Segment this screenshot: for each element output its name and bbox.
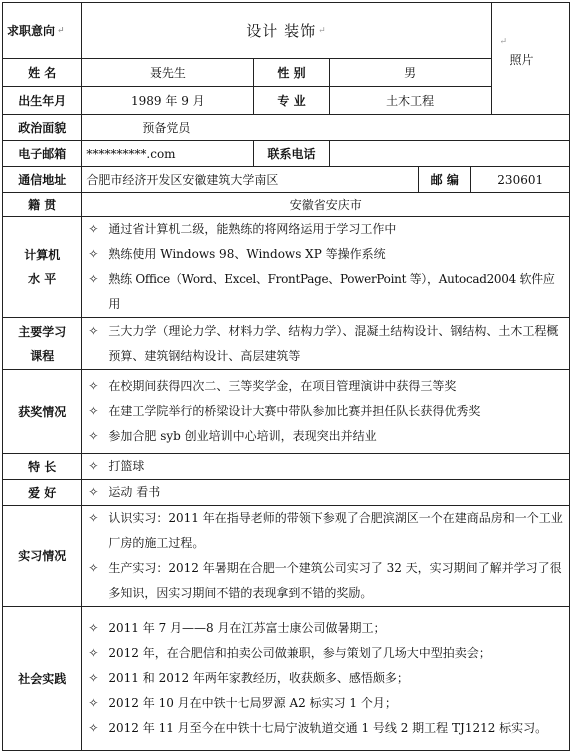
list-item: ✧ 2012 年，在合肥信和拍卖公司做兼职，参与策划了几场大中型拍卖会； (86, 641, 565, 666)
awards-label: 获奖情况 (3, 370, 82, 454)
origin-value: 安徽省安庆市 (82, 193, 570, 217)
list-item: ✧ 生产实习：2012 年暑期在合肥一个建筑公司实习了 32 天，实习期间了解并学习了很多知识，因实习期间不错的表现拿到不错的奖励。 (86, 556, 565, 606)
list-item: ✧ 运动 看书 (86, 480, 565, 505)
phone-value (329, 141, 569, 167)
address-label: 通信地址 (3, 167, 82, 193)
photo-placeholder: ↵ 照片 (491, 3, 569, 115)
specialty-list (82, 454, 570, 480)
zip-value: 230601 (471, 167, 570, 193)
specialty-label: 特 长 (3, 454, 82, 480)
computer-label: 计算机 水 平 (3, 217, 82, 318)
diamond-bullet-icon: ✧ (88, 621, 99, 635)
phone-label: 联系电话 (254, 141, 329, 167)
email-value: **********.com (82, 141, 254, 167)
zip-label: 邮 编 (419, 167, 471, 193)
diamond-bullet-icon: ✧ (88, 646, 99, 660)
gender-label: 性 别 (254, 59, 329, 87)
gender-value: 男 (329, 59, 491, 87)
diamond-bullet-icon: ✧ (88, 511, 99, 525)
hobby-list (82, 480, 570, 506)
job-intent-value: 设计 装饰 ↵ (82, 3, 491, 59)
email-label: 电子邮箱 (3, 141, 82, 167)
list-item: ✧ 2011 和 2012 年两年家教经历，收获颇多、感悟颇多； (86, 666, 565, 691)
list-item: ✧ 打篮球 (86, 454, 565, 479)
courses-list (82, 318, 570, 370)
social-list (82, 607, 570, 751)
diamond-bullet-icon: ✧ (88, 485, 99, 499)
hobby-label: 爱 好 (3, 480, 82, 506)
diamond-bullet-icon: ✧ (88, 379, 99, 393)
list-item: ✧ 熟练 Office（Word、Excel、FrontPage、PowerPoint 等），Autocad2004 软件应用 (86, 267, 565, 317)
internship-list (82, 506, 570, 607)
origin-label: 籍 贯 (3, 193, 82, 217)
diamond-bullet-icon: ✧ (88, 222, 99, 236)
diamond-bullet-icon: ✧ (88, 404, 99, 418)
resume-table (2, 2, 570, 751)
major-value: 土木工程 (329, 87, 491, 115)
list-item: ✧ 通过省计算机二级，能熟练的将网络运用于学习工作中 (86, 217, 565, 242)
list-item: ✧ 2011 年 7 月——8 月在江苏富士康公司做暑期工； (86, 616, 565, 641)
birth-value: 1989 年 9 月 (82, 87, 254, 115)
list-item: ✧ 参加合肥 syb 创业培训中心培训，表现突出并结业 (86, 424, 565, 449)
diamond-bullet-icon: ✧ (88, 671, 99, 685)
diamond-bullet-icon: ✧ (88, 561, 99, 575)
diamond-bullet-icon: ✧ (88, 429, 99, 443)
diamond-bullet-icon: ✧ (88, 721, 99, 735)
name-value: 聂先生 (82, 59, 254, 87)
list-item: ✧ 在校期间获得四次二、三等奖学金，在项目管理演讲中获得三等奖 (86, 374, 565, 399)
birth-label: 出生年月 (3, 87, 82, 115)
list-item: ✧ 2012 年 11 月至今在中铁十七局宁波轨道交通 1 号线 2 期工程 TJ1212 标实习。 (86, 716, 565, 741)
job-intent-label: 求职意向 ↵ (3, 3, 82, 59)
politics-value: 预备党员 (82, 115, 570, 141)
list-item: ✧ 熟练使用 Windows 98、Windows XP 等操作系统 (86, 242, 565, 267)
diamond-bullet-icon: ✧ (88, 272, 99, 286)
diamond-bullet-icon: ✧ (88, 247, 99, 261)
list-item: ✧ 在建工学院举行的桥梁设计大赛中带队参加比赛并担任队长获得优秀奖 (86, 399, 565, 424)
internship-label: 实习情况 (3, 506, 82, 607)
awards-list (82, 370, 570, 454)
name-label: 姓 名 (3, 59, 82, 87)
computer-list (82, 217, 570, 318)
list-item: ✧ 2012 年 10 月在中铁十七局罗源 A2 标实习 1 个月； (86, 691, 565, 716)
list-item: ✧ 三大力学（理论力学、材料力学、结构力学）、混凝土结构设计、钢结构、土木工程概预算、建筑钢结构设计、高层建筑等 (86, 319, 565, 369)
diamond-bullet-icon: ✧ (88, 323, 99, 338)
address-value: 合肥市经济开发区安徽建筑大学南区 (82, 167, 419, 193)
social-label: 社会实践 (3, 607, 82, 751)
major-label: 专 业 (254, 87, 329, 115)
list-item: ✧ 认识实习：2011 年在指导老师的带领下参观了合肥滨湖区一个在建商品房和一个工业厂房的施工过程。 (86, 506, 565, 556)
diamond-bullet-icon: ✧ (88, 459, 99, 473)
courses-label: 主要学习 课程 (3, 318, 82, 370)
politics-label: 政治面貌 (3, 115, 82, 141)
diamond-bullet-icon: ✧ (88, 696, 99, 710)
